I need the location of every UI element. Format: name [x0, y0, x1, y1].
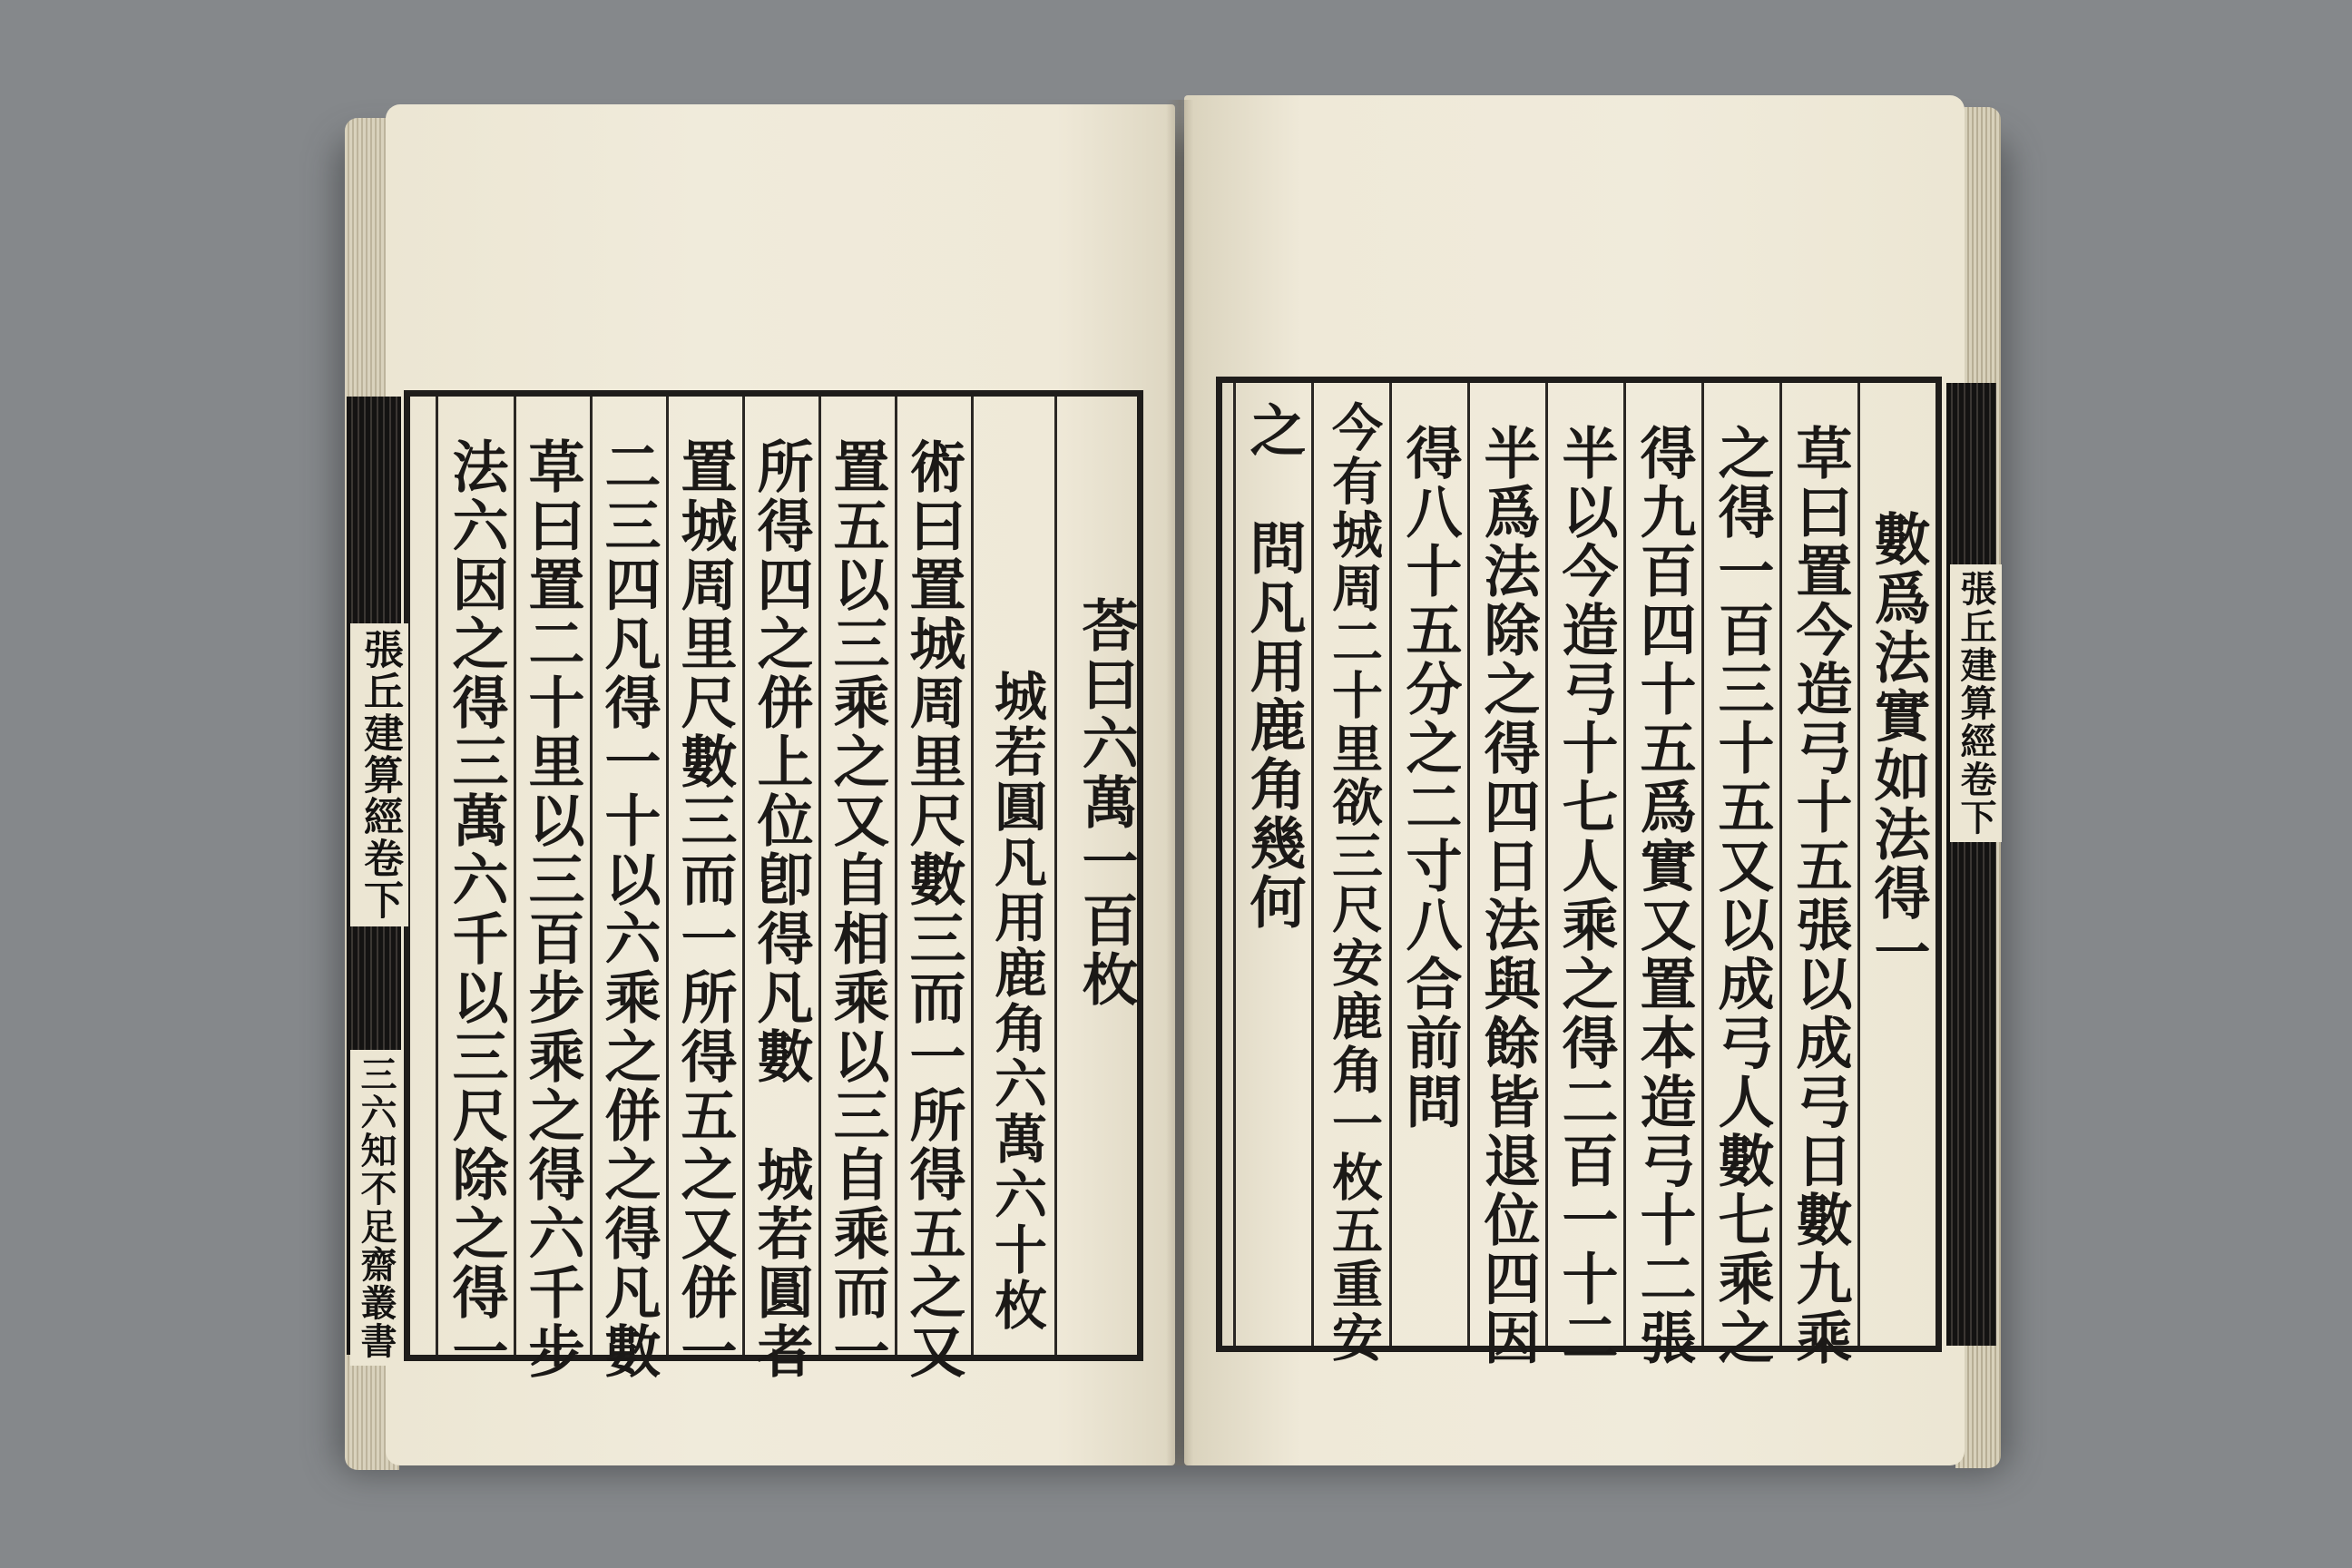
right-column-7: 得八十五分之二寸八合前問 [1389, 383, 1467, 1346]
left-column-1: 荅曰六萬一百枚 [1054, 397, 1143, 1355]
right-column-9: 之 問凡用鹿角幾何 [1233, 383, 1311, 1346]
right-column-8: 今有城周二十里欲三尺安鹿角一枚五重安 [1311, 383, 1389, 1346]
left-column-5: 所得四之併上位卽得凡數 城若圓者 [742, 397, 818, 1355]
left-column-9: 法六因之得三萬六千以三尺除之得一 [436, 397, 514, 1355]
left-column-3: 術曰置城周里尺數三而一所得五之又 [895, 397, 971, 1355]
left-column-4: 置五以三乘之又自相乘以三自乘而一 [818, 397, 895, 1355]
left-column-2: 城若圓凡用鹿角六萬六十枚 [971, 397, 1054, 1355]
right-column-1: 數爲法實如法得一 [1857, 383, 1936, 1346]
right-column-4: 得九百四十五爲實又置本造弓十二張 [1623, 383, 1701, 1346]
book-gutter [1166, 100, 1193, 1465]
right-column-5: 半以今造弓十七人乘之得二百一十二 [1545, 383, 1623, 1346]
left-text-frame [355, 390, 1143, 1381]
left-column-6: 置城周里尺數三而一所得五之又併一 [666, 397, 742, 1355]
right-text-frame [1216, 377, 1997, 1367]
right-margin-band [1946, 383, 1996, 1346]
right-column-3: 之得一百三十五又以成弓人數七乘之 [1701, 383, 1779, 1346]
left-column-8: 草曰置二十里以三百步乘之得六千步 [514, 397, 590, 1355]
right-column-2: 草曰置今造弓十五張以成弓日數九乘 [1779, 383, 1857, 1346]
right-column-6: 半爲法除之得四日法與餘皆退位四因 [1467, 383, 1545, 1346]
left-margin-title: 張丘建算經卷下 [350, 623, 408, 926]
left-margin-footer: 三六知不足齋叢書 [350, 1050, 402, 1366]
left-column-7: 二三四凡得一十以六乘之併之得凡數 [590, 397, 666, 1355]
right-margin-title: 張丘建算經卷下 [1950, 564, 2002, 842]
